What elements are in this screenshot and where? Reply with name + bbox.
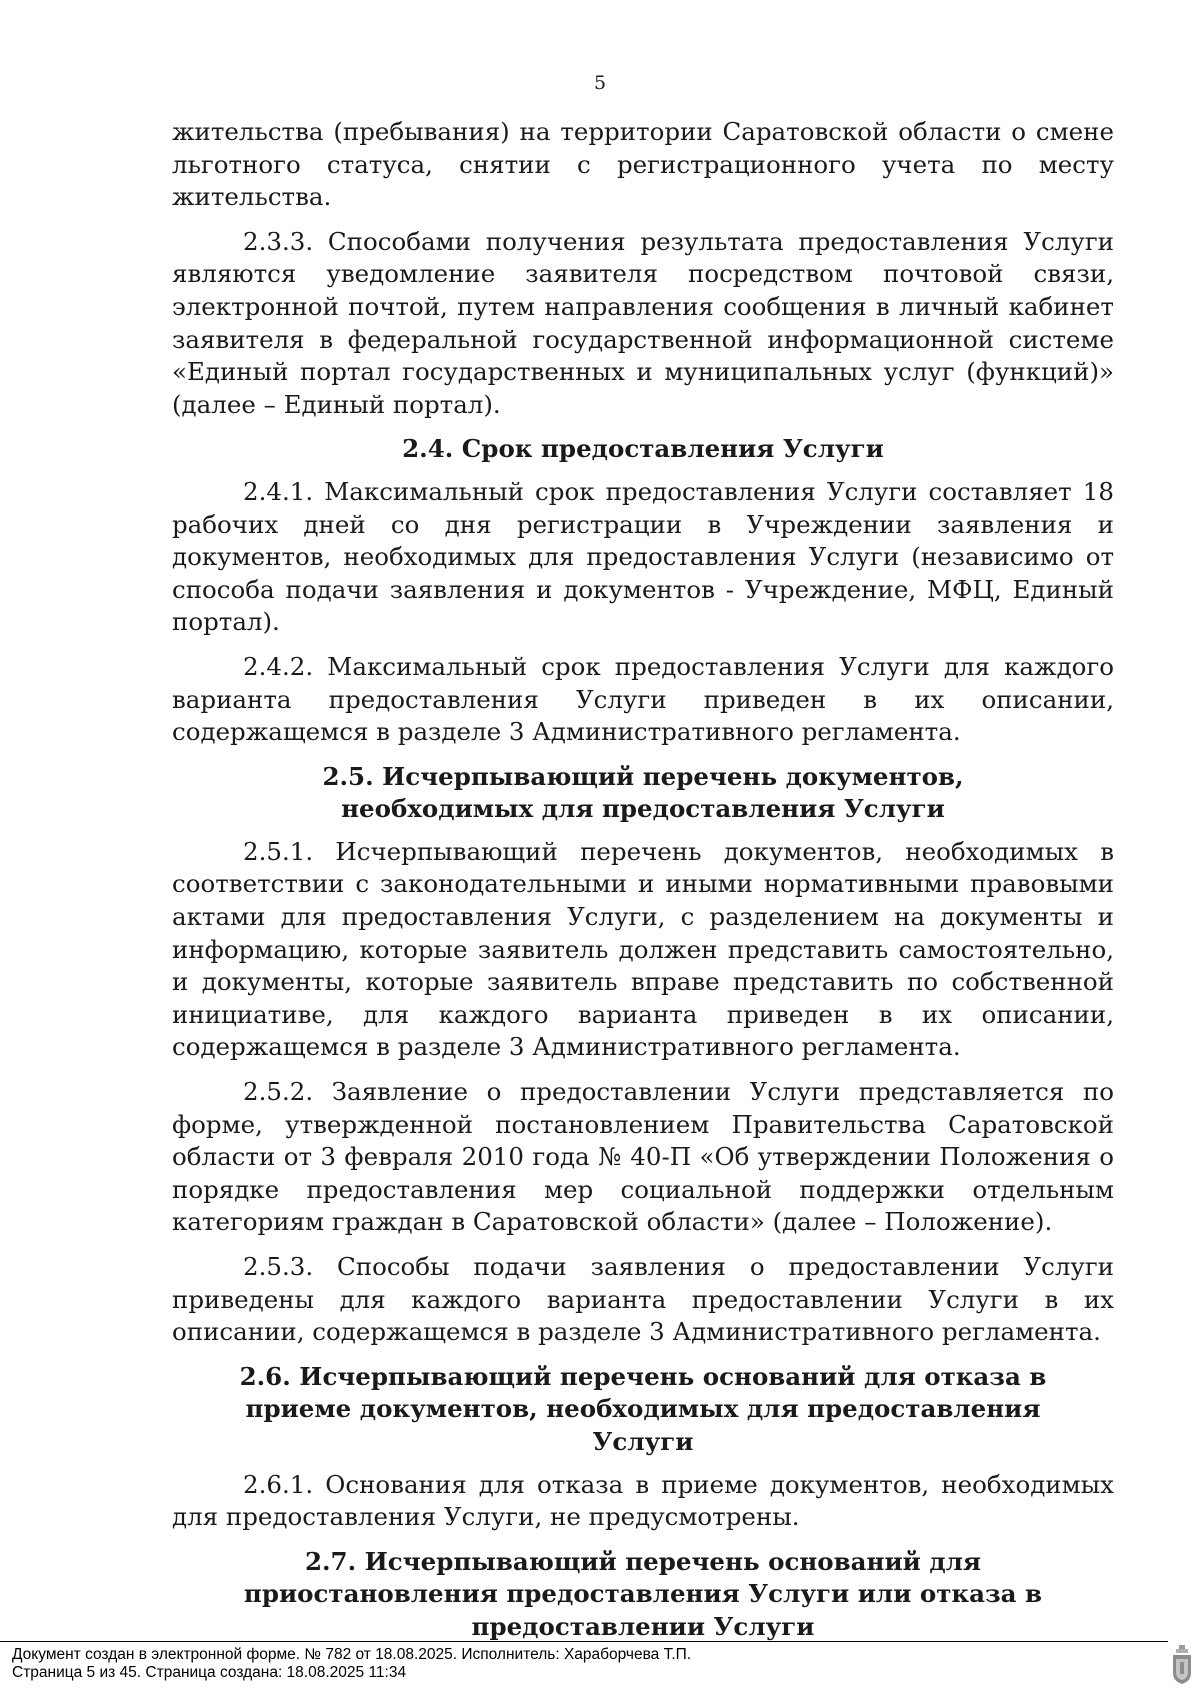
paragraph-2-5-1: 2.5.1. Исчерпывающий перечень документов, необходимых в соответствии с законодательными и иными нормативными правовыми актами для предоставления Услуги, с разделением на документы и информацию, которые заявитель должен представить самостоятельно, и документы, которые заявитель вправе представить по собственной инициативе, для каждого варианта приведен в их описании, содержащемся в разделе 3 Административного регламента. [172,836,1114,1062]
footer [12,1646,691,1682]
footer-divider [0,1641,1168,1642]
page-number: 5 [593,72,607,94]
paragraph-2-5-2: 2.5.2. Заявление о предоставлении Услуги представляется по форме, утвержденной постановлением Правительства Саратовской области от 3 февраля 2010 года № 40-П «Об утверждении Положения о порядке предоставления мер социальной поддержки отдельным категориям граждан в Саратовской области» (далее – Положение). [172,1077,1114,1237]
document-body [172,116,1114,1654]
paragraph-2-3-3: 2.3.3. Способами получения результата предоставления Услуги являются уведомление заявителя посредством почтовой связи, электронной почтой, путем направления сообщения в личный кабинет заявителя в федеральной государственной информационной системе «Единый портал государственных и муниципальных услуг (функций)» (далее – Единый портал). [172,226,1114,419]
coat-of-arms-icon [1170,1645,1194,1685]
paragraph-2-4-2: 2.4.2. Максимальный срок предоставления Услуги для каждого варианта предоставления Услуги приведен в их описании, содержащемся в разделе 3 Административного регламента. [172,651,1114,747]
section-heading-2-4: 2.4. Срок предоставления Услуги [402,434,884,464]
paragraph: жительства (пребывания) на территории Саратовской области о смене льготного статуса, снятии с регистрационного учета по месту жительства. [172,117,1114,212]
footer-page-info: Страница 5 из 45. Страница создана: 18.08.2025 11:34 [12,1664,407,1681]
section-heading-2-6: 2.6. Исчерпывающий перечень оснований для отказа в приеме документов, необходимых для предоставления Услуги [239,1361,1047,1456]
footer-document-info: Документ создан в электронной форме. № 782 от 18.08.2025. Исполнитель: Хараборчева Т.П. [12,1646,692,1663]
section-heading-2-5: 2.5. Исчерпывающий перечень документов, необходимых для предоставления Услуги [322,761,964,824]
paragraph-2-4-1: 2.4.1. Максимальный срок предоставления Услуги составляет 18 рабочих дней со дня регистрации в Учреждении заявления и документов, необходимых для предоставления Услуги (независимо от способа подачи заявления и документов - Учреждение, МФЦ, Единый портал). [172,476,1114,637]
paragraph-2-6-1: 2.6.1. Основания для отказа в приеме документов, необходимых для предоставления Услуги, не предусмотрены. [172,1469,1114,1532]
paragraph-2-5-3: 2.5.3. Способы подачи заявления о предоставлении Услуги приведены для каждого варианта предоставлении Услуги в их описании, содержащемся в разделе 3 Административного регламента. [172,1252,1114,1347]
section-heading-2-7: 2.7. Исчерпывающий перечень оснований для приостановления предоставления Услуги или отказа в предоставлении Услуги [243,1546,1043,1641]
